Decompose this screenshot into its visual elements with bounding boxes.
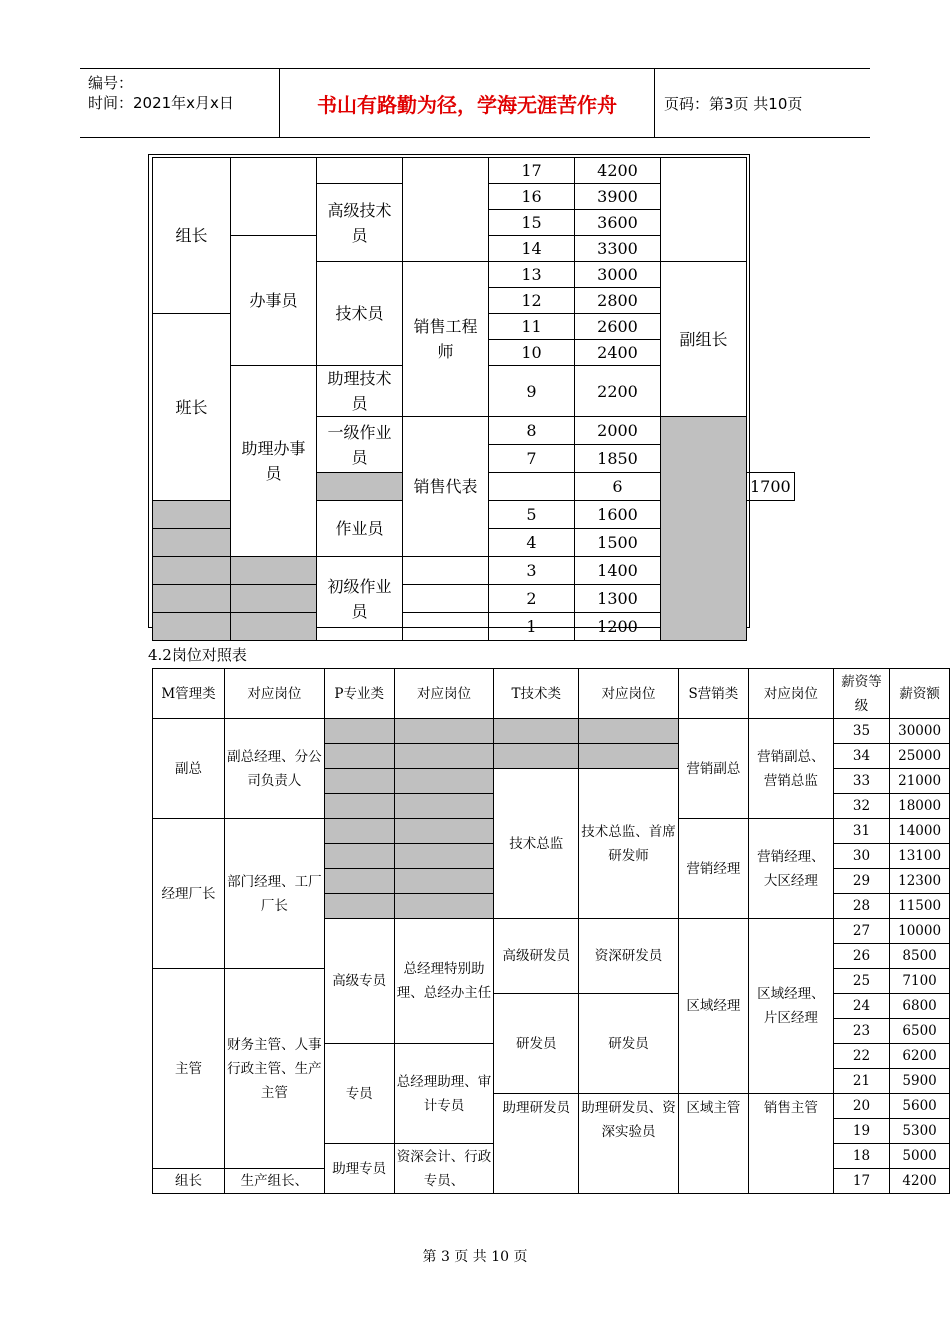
level-cell: 17 xyxy=(489,158,575,184)
level-cell: 13 xyxy=(489,262,575,288)
level-cell: 5 xyxy=(489,501,575,529)
level-cell: 28 xyxy=(833,894,889,919)
salary-cell: 1600 xyxy=(575,501,661,529)
header-pos: 对应岗位 xyxy=(748,669,833,719)
level-cell: 16 xyxy=(489,184,575,210)
salary-cell: 11500 xyxy=(890,894,950,919)
level-cell: 4 xyxy=(489,529,575,557)
level-cell: 30 xyxy=(833,844,889,869)
level-cell: 18 xyxy=(833,1144,889,1169)
cell-tech: 技术员 xyxy=(317,262,403,366)
cell-shaded xyxy=(324,769,394,794)
time-label: 时间：2021年x月x日 xyxy=(88,94,234,112)
cell-shaded xyxy=(494,744,579,769)
p-specialist-pos: 总经理助理、审计专员 xyxy=(394,1044,494,1144)
t-senior-pos: 资深研发员 xyxy=(579,919,679,994)
level-cell: 34 xyxy=(833,744,889,769)
level-cell: 27 xyxy=(833,919,889,944)
level-cell: 11 xyxy=(489,314,575,340)
salary-cell: 7100 xyxy=(890,969,950,994)
code-label: 编号： xyxy=(88,74,134,92)
salary-cell: 8500 xyxy=(890,944,950,969)
cell-blank xyxy=(661,158,747,262)
s-manager-pos: 营销经理、大区经理 xyxy=(748,819,833,919)
cell-shaded xyxy=(153,557,231,585)
level-cell: 8 xyxy=(489,417,575,445)
p-assistant: 助理专员 xyxy=(324,1144,394,1194)
salary-cell: 2400 xyxy=(575,340,661,366)
page-header xyxy=(80,68,870,138)
cell-shaded xyxy=(324,719,394,744)
header-t: T技术类 xyxy=(494,669,579,719)
s-region: 区域经理 xyxy=(678,919,748,1094)
cell-shaded xyxy=(394,769,494,794)
cell-shaded xyxy=(324,844,394,869)
cell-shaded xyxy=(231,585,317,613)
p-assistant-pos: 资深会计、行政专员、 xyxy=(394,1144,494,1194)
level-cell: 19 xyxy=(833,1119,889,1144)
level-cell: 3 xyxy=(489,557,575,585)
salary-cell: 30000 xyxy=(890,719,950,744)
cell-sales-engineer: 销售工程师 xyxy=(403,262,489,417)
salary-cell: 6500 xyxy=(890,1019,950,1044)
level-cell: 20 xyxy=(833,1094,889,1119)
cell-op-grade1: 一级作业员 xyxy=(317,417,403,473)
cell-shaded xyxy=(579,744,679,769)
cell-shaded xyxy=(153,613,231,641)
cell-vice-leader: 副组长 xyxy=(661,262,747,417)
t-senior: 高级研发员 xyxy=(494,919,579,994)
salary-cell: 3600 xyxy=(575,210,661,236)
cell-shaded xyxy=(394,819,494,844)
salary-cell: 3000 xyxy=(575,262,661,288)
salary-cell: 5300 xyxy=(890,1119,950,1144)
header-pos: 对应岗位 xyxy=(579,669,679,719)
t-cto-pos: 技术总监、首席研发师 xyxy=(579,769,679,919)
cell-senior-tech: 高级技术员 xyxy=(317,184,403,262)
header-salary: 薪资额 xyxy=(890,669,950,719)
section-title: 4.2岗位对照表 xyxy=(148,646,247,664)
cell-sales-rep: 销售代表 xyxy=(403,417,489,557)
salary-cell: 3300 xyxy=(575,236,661,262)
header-level: 薪资等级 xyxy=(833,669,889,719)
cell-shaded xyxy=(394,719,494,744)
position-mapping-table xyxy=(152,668,950,1194)
cell-shaded xyxy=(579,719,679,744)
header-s: S营销类 xyxy=(678,669,748,719)
header-pos: 对应岗位 xyxy=(394,669,494,719)
salary-cell: 3900 xyxy=(575,184,661,210)
header-left xyxy=(80,69,280,137)
cell-blank xyxy=(403,557,489,585)
cell-assistant-tech: 助理技术员 xyxy=(317,366,403,417)
level-cell: 17 xyxy=(833,1169,889,1194)
salary-cell: 5900 xyxy=(890,1069,950,1094)
salary-cell: 6800 xyxy=(890,994,950,1019)
cell-blank xyxy=(403,585,489,613)
level-cell: 35 xyxy=(833,719,889,744)
level-cell: 25 xyxy=(833,969,889,994)
s-region-pos: 区域经理、片区经理 xyxy=(748,919,833,1094)
t-dev: 研发员 xyxy=(494,994,579,1094)
cell-banzhang: 班长 xyxy=(153,314,231,501)
cell-shaded xyxy=(324,869,394,894)
salary-cell: 6200 xyxy=(890,1044,950,1069)
level-cell: 6 xyxy=(575,473,661,501)
level-cell: 2 xyxy=(489,585,575,613)
s-vp-pos: 营销副总、营销总监 xyxy=(748,719,833,819)
level-cell: 12 xyxy=(489,288,575,314)
salary-cell: 13100 xyxy=(890,844,950,869)
salary-cell: 5000 xyxy=(890,1144,950,1169)
t-dev-pos: 研发员 xyxy=(579,994,679,1094)
salary-cell: 1300 xyxy=(575,585,661,613)
p-specialist: 专员 xyxy=(324,1044,394,1144)
level-cell: 26 xyxy=(833,944,889,969)
cell-blank xyxy=(403,158,489,262)
cell-shaded xyxy=(394,744,494,769)
s-vp: 营销副总 xyxy=(678,719,748,819)
cell-shaded xyxy=(661,417,747,641)
header-m: M管理类 xyxy=(153,669,225,719)
level-cell: 14 xyxy=(489,236,575,262)
level-cell: 23 xyxy=(833,1019,889,1044)
salary-grade-table-1 xyxy=(152,157,795,641)
level-cell: 15 xyxy=(489,210,575,236)
m-manager-pos: 部门经理、工厂厂长 xyxy=(224,819,324,969)
cell-clerk: 办事员 xyxy=(231,236,317,366)
s-manager: 营销经理 xyxy=(678,819,748,919)
cell-shaded xyxy=(153,529,231,557)
salary-cell: 1200 xyxy=(575,613,661,641)
header-p: P专业类 xyxy=(324,669,394,719)
salary-cell: 1850 xyxy=(575,445,661,473)
s-region-supervisor-pos: 销售主管 xyxy=(748,1094,833,1194)
cell-blank xyxy=(489,473,575,501)
salary-cell: 4200 xyxy=(890,1169,950,1194)
level-cell: 7 xyxy=(489,445,575,473)
header-pos: 对应岗位 xyxy=(224,669,324,719)
salary-cell: 1500 xyxy=(575,529,661,557)
salary-cell: 12300 xyxy=(890,869,950,894)
cell-shaded xyxy=(324,894,394,919)
level-cell: 10 xyxy=(489,340,575,366)
p-senior: 高级专员 xyxy=(324,919,394,1044)
cell-shaded xyxy=(324,794,394,819)
level-cell: 24 xyxy=(833,994,889,1019)
salary-cell: 2000 xyxy=(575,417,661,445)
cell-operator: 作业员 xyxy=(317,501,403,557)
cell-shaded xyxy=(324,819,394,844)
m-supervisor: 主管 xyxy=(153,969,225,1169)
m-vp: 副总 xyxy=(153,719,225,819)
m-leader: 组长 xyxy=(153,1169,225,1194)
level-cell: 9 xyxy=(489,366,575,417)
m-manager: 经理厂长 xyxy=(153,819,225,969)
salary-cell: 10000 xyxy=(890,919,950,944)
motto: 书山有路勤为径，学海无涯苦作舟 xyxy=(280,69,655,137)
salary-cell: 2600 xyxy=(575,314,661,340)
level-cell: 22 xyxy=(833,1044,889,1069)
s-region-supervisor: 区域主管 xyxy=(678,1094,748,1194)
m-leader-pos: 生产组长、 xyxy=(224,1169,324,1194)
cell-shaded xyxy=(324,744,394,769)
cell-blank xyxy=(317,158,403,184)
m-supervisor-pos: 财务主管、人事行政主管、生产主管 xyxy=(224,969,324,1169)
salary-cell: 2200 xyxy=(575,366,661,417)
cell-shaded xyxy=(231,557,317,585)
page-code: 页码：第3页 共10页 xyxy=(664,94,803,113)
cell-junior-op: 初级作业员 xyxy=(317,557,403,641)
cell-zuzhang: 组长 xyxy=(153,158,231,314)
cell-shaded xyxy=(394,894,494,919)
cell-shaded xyxy=(153,501,231,529)
cell-shaded xyxy=(153,585,231,613)
cell-shaded xyxy=(494,719,579,744)
cell-shaded xyxy=(394,794,494,819)
m-vp-pos: 副总经理、分公司负责人 xyxy=(224,719,324,819)
t-assistant-pos: 助理研发员、资深实验员 xyxy=(579,1094,679,1194)
salary-cell: 5600 xyxy=(890,1094,950,1119)
salary-cell: 2800 xyxy=(575,288,661,314)
salary-cell: 18000 xyxy=(890,794,950,819)
level-cell: 29 xyxy=(833,869,889,894)
salary-cell: 4200 xyxy=(575,158,661,184)
cell-blank xyxy=(403,613,489,641)
level-cell: 31 xyxy=(833,819,889,844)
level-cell: 33 xyxy=(833,769,889,794)
level-cell: 32 xyxy=(833,794,889,819)
salary-cell: 1400 xyxy=(575,557,661,585)
salary-cell: 25000 xyxy=(890,744,950,769)
page-footer: 第 3 页 共 10 页 xyxy=(422,1249,528,1265)
cell-shaded xyxy=(394,869,494,894)
level-cell: 1 xyxy=(489,613,575,641)
level-cell: 21 xyxy=(833,1069,889,1094)
salary-cell: 14000 xyxy=(890,819,950,844)
cell-shaded xyxy=(317,473,403,501)
t-assistant: 助理研发员 xyxy=(494,1094,579,1194)
salary-cell: 1700 xyxy=(747,473,795,501)
cell-assistant-clerk: 助理办事员 xyxy=(231,366,317,557)
cell-shaded xyxy=(231,613,317,641)
t-cto: 技术总监 xyxy=(494,769,579,919)
salary-cell: 21000 xyxy=(890,769,950,794)
p-senior-pos: 总经理特别助理、总经办主任 xyxy=(394,919,494,1044)
cell-shaded xyxy=(394,844,494,869)
cell-blank xyxy=(231,158,317,236)
